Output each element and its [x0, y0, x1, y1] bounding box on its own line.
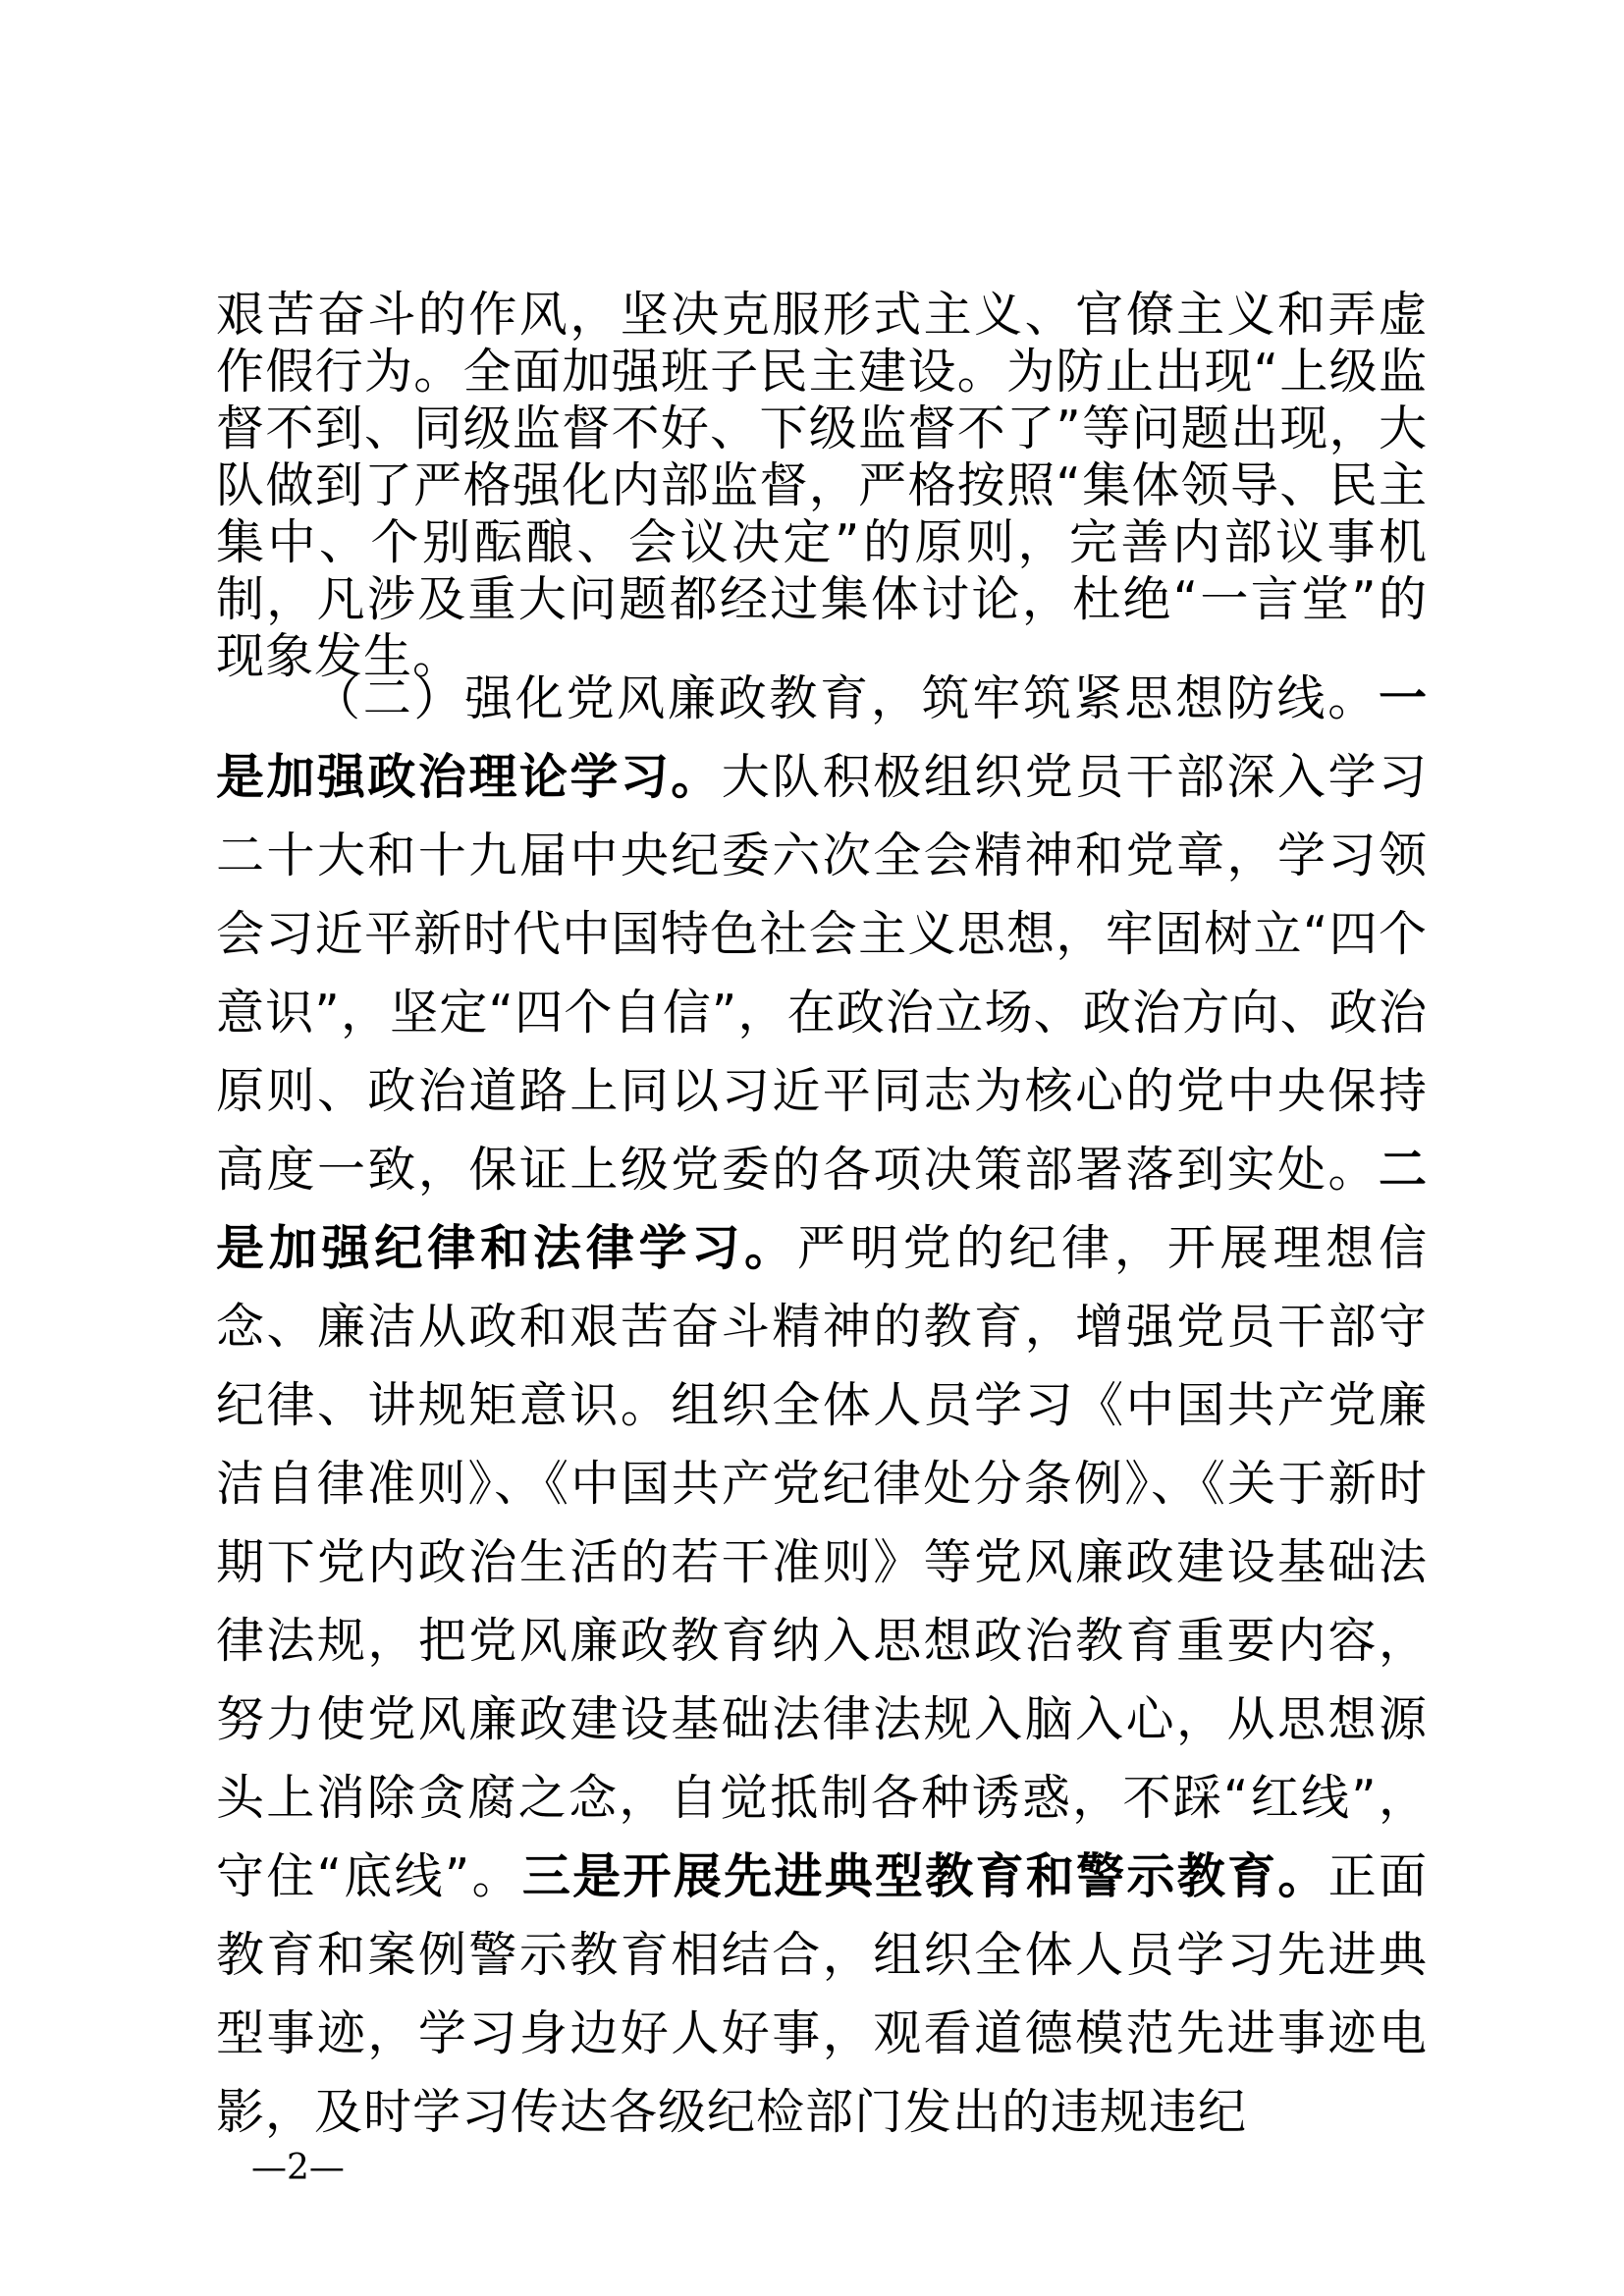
paragraph-2: [216, 660, 1428, 2152]
section-heading: （二）强化党风廉政教育，筑牢筑紧思想防线。: [312, 670, 1379, 726]
paragraph-2-text: [216, 660, 1428, 2152]
paragraph-1: [216, 287, 1428, 685]
point-two-heading: 二是加强纪律和法律学习。: [216, 1142, 1428, 1276]
page-number: —2—: [251, 2148, 345, 2188]
paragraph-1-run-1: 艰苦奋斗的作风，坚决克服形式主义、官僚主义和弄虚作假行为。全面加强班子民主建设。为防止出现“上级监督不到、同级监督不好、下级监督不了”等问题出现，大队做到了严格强化内部监督，严格按照“集体领导、民主集中、个别酝酿、会议决定”的原则，完善内部议事机制，凡涉及重大问题都经过集体讨论，杜绝“一言堂”的现象发生。: [216, 287, 1428, 684]
point-one-body: 大队积极组织党员干部深入学习二十大和十九届中央纪委六次全会精神和党章，学习领会习近平新时代中国特色社会主义思想，牢固树立“四个意识”，坚定“四个自信”，在政治立场、政治方向、政治原则、政治道路上同以习近平同志为核心的党中央保持高度一致，保证上级党委的各项决策部署落到实处。: [216, 749, 1428, 1198]
point-one-heading: 一是加强政治理论学习。: [216, 670, 1428, 805]
point-two-body: 严明党的纪律，开展理想信念、廉洁从政和艰苦奋斗精神的教育，增强党员干部守纪律、讲规矩意识。组织全体人员学习《中国共产党廉洁自律准则》、《中国共产党纪律处分条例》、《关于新时期下党内政治生活的若干准则》等党风廉政建设基础法律法规，把党风廉政教育纳入思想政治教育重要内容，努力使党风廉政建设基础法律法规入脑入心，从思想源头上消除贪腐之念，自觉抵制各种诱惑，不踩“红线”，守住“底线”。: [216, 1220, 1428, 1904]
point-three-heading: 三是开展先进典型教育和警示教育。: [521, 1848, 1328, 1904]
paragraph-1-text: [216, 287, 1428, 685]
point-three-body: 正面教育和案例警示教育相结合，组织全体人员学习先进典型事迹，学习身边好人好事，观看道德模范先进事迹电影，及时学习传达各级纪检部门发出的违规违纪: [216, 1848, 1428, 2140]
